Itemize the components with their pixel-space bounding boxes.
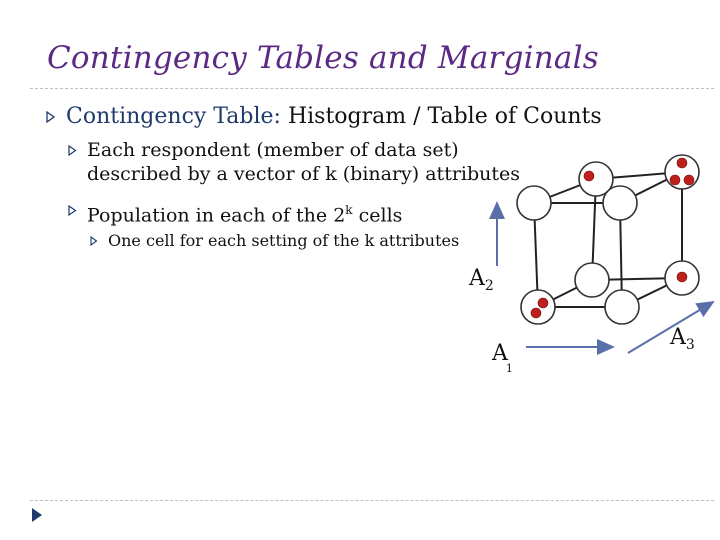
- node-front-top-left: [517, 186, 551, 220]
- count-dot: [584, 171, 594, 181]
- slide-title: Contingency Tables and Marginals: [47, 40, 599, 76]
- count-dot: [677, 272, 687, 282]
- count-dot: [677, 158, 687, 168]
- exponent: k: [345, 203, 353, 217]
- sub-bullet-line: described by a vector of k (binary) attributes: [87, 163, 521, 185]
- slide-nav-icon[interactable]: [30, 506, 44, 524]
- bullet-text: Histogram / Table of Counts: [280, 104, 602, 129]
- footer-divider: [30, 500, 714, 501]
- count-dot: [531, 308, 541, 318]
- count-dot: [684, 175, 694, 185]
- count-dot: [538, 298, 548, 308]
- population-text-end: cells: [352, 204, 403, 227]
- population-text: Population in each of the 2: [87, 204, 346, 227]
- axis-label-a3: $A_3$: [670, 325, 695, 353]
- node-front-top-right: [603, 186, 637, 220]
- axis-label-a2: $A_2$: [469, 266, 494, 294]
- node-front-bottom-right: [605, 290, 639, 324]
- sub-sub-bullet-cell: One cell for each setting of the k attributes: [108, 231, 460, 250]
- sub-bullet-line: Each respondent (member of data set): [87, 139, 459, 161]
- count-dot: [670, 175, 680, 185]
- node-front-bottom-left: [521, 290, 555, 324]
- axis-label-a1: A 1: [492, 341, 513, 375]
- bullet-label: Contingency Table:: [66, 104, 281, 129]
- node-back-bottom-left: [575, 263, 609, 297]
